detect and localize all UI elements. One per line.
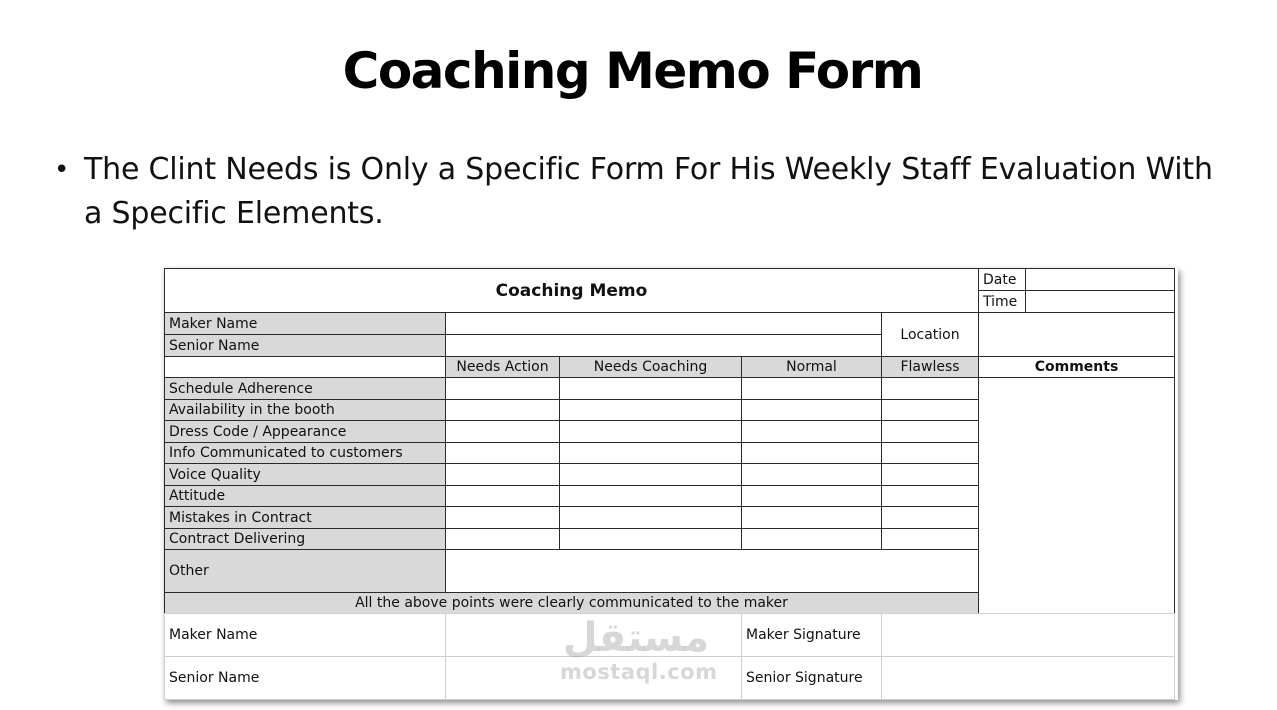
rating-cell [559, 377, 742, 400]
criterion-label: Dress Code / Appearance [164, 420, 446, 443]
coaching-memo-form-image [164, 268, 1178, 700]
bullet-point [54, 148, 1214, 236]
column-header: Normal [741, 356, 882, 378]
date-field [1025, 268, 1175, 291]
watermark-logo: مستقل [562, 615, 710, 661]
rating-cell [881, 399, 979, 421]
rating-cell [445, 377, 560, 400]
maker-name-label: Maker Name [164, 312, 446, 335]
rating-cell [445, 463, 560, 486]
footer-senior-name-label: Senior Name [164, 656, 446, 700]
rating-cell [881, 463, 979, 486]
criterion-label: Availability in the booth [164, 399, 446, 421]
rating-cell [559, 528, 742, 550]
maker-signature-label: Maker Signature [741, 613, 882, 657]
criterion-label: Schedule Adherence [164, 377, 446, 400]
rating-cell [559, 442, 742, 464]
rating-cell [741, 506, 882, 529]
rating-cell [741, 420, 882, 443]
footer-maker-name-label: Maker Name [164, 613, 446, 657]
rating-cell [741, 442, 882, 464]
maker-signature-field [881, 613, 1175, 657]
footer-senior-name-field [445, 656, 742, 700]
location-label: Location [881, 312, 979, 357]
time-field [1025, 290, 1175, 313]
footer-maker-name-field [445, 613, 742, 657]
senior-name-field [445, 334, 882, 357]
rating-cell [559, 485, 742, 507]
time-label: Time [978, 290, 1026, 313]
rating-cell [559, 399, 742, 421]
rating-cell [741, 377, 882, 400]
column-header: Needs Action [445, 356, 560, 378]
rating-cell [741, 463, 882, 486]
criterion-label: Mistakes in Contract [164, 506, 446, 529]
rating-cell [559, 463, 742, 486]
rating-cell [445, 506, 560, 529]
header-blank [164, 356, 446, 378]
senior-signature-field [881, 656, 1175, 700]
other-label: Other [164, 549, 446, 593]
rating-cell [445, 442, 560, 464]
rating-cell [881, 506, 979, 529]
location-field [978, 312, 1175, 357]
criterion-label: Attitude [164, 485, 446, 507]
column-header: Flawless [881, 356, 979, 378]
slide-title: Coaching Memo Form [342, 42, 923, 100]
rating-cell [881, 377, 979, 400]
criterion-label: Voice Quality [164, 463, 446, 486]
rating-cell [559, 506, 742, 529]
rating-cell [445, 399, 560, 421]
criterion-label: Contract Delivering [164, 528, 446, 550]
date-label: Date [978, 268, 1026, 291]
bullet-text: The Clint Needs is Only a Specific Form For His Weekly Staff Evaluation With a Specific Elements. [84, 152, 1213, 231]
rating-cell [741, 399, 882, 421]
rating-cell [881, 442, 979, 464]
form-title: Coaching Memo [164, 268, 979, 313]
other-field [445, 549, 979, 593]
rating-cell [445, 485, 560, 507]
rating-cell [881, 420, 979, 443]
rating-cell [741, 528, 882, 550]
senior-name-label: Senior Name [164, 334, 446, 357]
rating-cell [559, 420, 742, 443]
comments-box [978, 377, 1175, 614]
comments-header: Comments [978, 356, 1175, 378]
rating-cell [881, 485, 979, 507]
watermark-text: mostaql.com [560, 660, 718, 684]
rating-cell [741, 485, 882, 507]
confirmation-statement: All the above points were clearly communicated to the maker [164, 592, 979, 614]
rating-cell [445, 528, 560, 550]
column-header: Needs Coaching [559, 356, 742, 378]
criterion-label: Info Communicated to customers [164, 442, 446, 464]
maker-name-field [445, 312, 882, 335]
rating-cell [881, 528, 979, 550]
rating-cell [445, 420, 560, 443]
senior-signature-label: Senior Signature [741, 656, 882, 700]
bullet-dot-icon: • [54, 155, 70, 185]
